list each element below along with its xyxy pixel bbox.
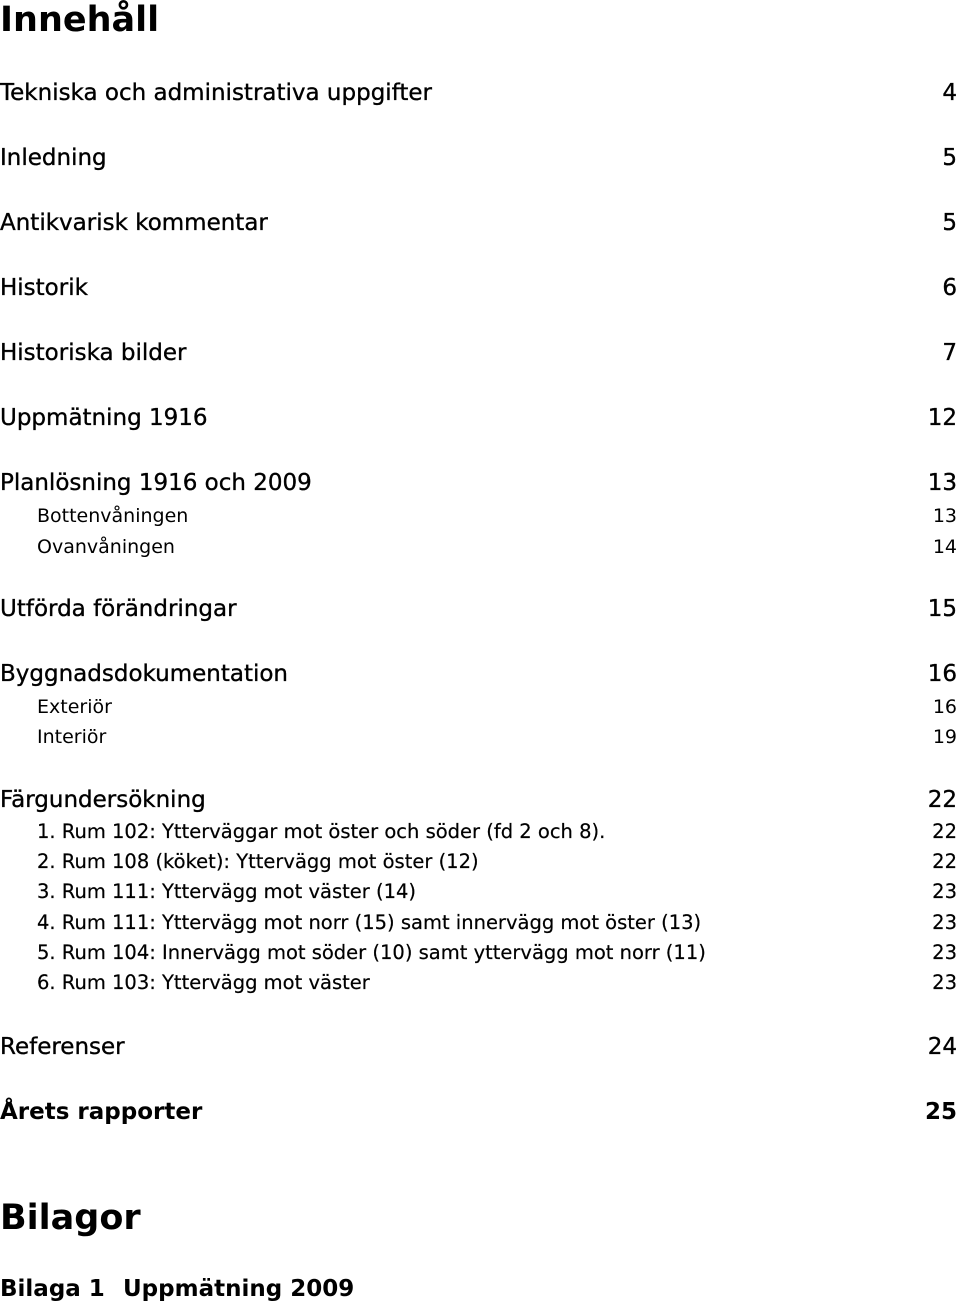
toc-entry[interactable] xyxy=(0,209,957,237)
toc-entry-page: 16 xyxy=(927,661,957,687)
toc-entry-title: Byggnadsdokumentation xyxy=(0,661,289,687)
toc-entry-page: 5 xyxy=(942,145,957,171)
toc-entry-page: 23 xyxy=(932,880,957,903)
toc-entry-title: Tekniska och administrativa uppgifter xyxy=(0,80,433,106)
toc-subentry[interactable] xyxy=(0,941,957,965)
toc-entry-page: 22 xyxy=(927,787,957,813)
toc-entry-page: 12 xyxy=(927,405,957,431)
toc-entry-title: Antikvarisk kommentar xyxy=(0,210,268,236)
toc-entry-title: 4. Rum 111: Yttervägg mot norr (15) samt innervägg mot öster (13) xyxy=(37,911,702,934)
toc-subentry[interactable] xyxy=(0,911,957,935)
toc-entry-page: 13 xyxy=(932,505,957,527)
toc-entry-page: 4 xyxy=(942,80,957,106)
toc-entry-page: 15 xyxy=(927,596,957,622)
appendix-item-title: Uppmätning 2009 xyxy=(123,1276,355,1302)
toc-entry-title: 6. Rum 103: Yttervägg mot väster xyxy=(37,971,370,994)
toc-entry-title: Årets rapporter xyxy=(0,1099,203,1125)
toc-entry-page: 23 xyxy=(932,911,957,934)
toc-entry-title: Färgundersökning xyxy=(0,787,206,813)
toc-entry-page: 16 xyxy=(932,696,957,718)
toc-entry[interactable] xyxy=(0,339,957,367)
appendix-item-label: Bilaga 1 xyxy=(0,1276,105,1302)
toc-entry[interactable] xyxy=(0,1033,957,1061)
toc-entry[interactable] xyxy=(0,404,957,432)
toc-entry-title: Uppmätning 1916 xyxy=(0,405,208,431)
toc-entry-title: Utförda förändringar xyxy=(0,596,237,622)
toc-entry-title: Planlösning 1916 och 2009 xyxy=(0,470,312,496)
toc-entry-page: 13 xyxy=(927,470,957,496)
toc-entry[interactable] xyxy=(0,469,957,497)
toc-entry[interactable] xyxy=(0,595,957,623)
toc-entry[interactable] xyxy=(0,1098,957,1126)
toc-entry-title: Referenser xyxy=(0,1034,125,1060)
toc-entry-title: Exteriör xyxy=(37,696,112,718)
toc-entry-page: 14 xyxy=(932,536,957,558)
toc-entry-title: Interiör xyxy=(37,726,107,748)
toc-entry-page: 19 xyxy=(932,726,957,748)
toc-entry[interactable] xyxy=(0,274,957,302)
toc-entry-page: 25 xyxy=(924,1099,957,1125)
toc-entry-page: 5 xyxy=(942,210,957,236)
toc-entry-page: 24 xyxy=(927,1034,957,1060)
toc-entry[interactable] xyxy=(0,660,957,688)
toc-heading: Innehåll xyxy=(0,0,160,40)
toc-entry-title: 1. Rum 102: Ytterväggar mot öster och söder (fd 2 och 8). xyxy=(37,820,606,843)
toc-subentry[interactable] xyxy=(0,880,957,904)
toc-entry-page: 22 xyxy=(932,820,957,843)
toc-entry[interactable] xyxy=(0,79,957,107)
toc-entry-page: 7 xyxy=(942,340,957,366)
toc-subentry[interactable] xyxy=(0,695,957,719)
toc-subentry[interactable] xyxy=(0,504,957,528)
toc-entry-title: Inledning xyxy=(0,145,107,171)
toc-entry-title: 3. Rum 111: Yttervägg mot väster (14) xyxy=(37,880,416,903)
appendix-heading: Bilagor xyxy=(0,1198,141,1238)
toc-entry-title: Bottenvåningen xyxy=(37,505,189,527)
toc-subentry[interactable] xyxy=(0,971,957,995)
toc-entry-page: 6 xyxy=(942,275,957,301)
toc-subentry[interactable] xyxy=(0,725,957,749)
appendix-item[interactable] xyxy=(0,1275,354,1303)
toc-entry-page: 22 xyxy=(932,850,957,873)
toc-entry-title: 2. Rum 108 (köket): Yttervägg mot öster (12) xyxy=(37,850,479,873)
toc-entry-title: Historiska bilder xyxy=(0,340,187,366)
toc-entry-page: 23 xyxy=(932,971,957,994)
toc-entry[interactable] xyxy=(0,144,957,172)
toc-subentry[interactable] xyxy=(0,820,957,844)
toc-subentry[interactable] xyxy=(0,850,957,874)
toc-entry-title: 5. Rum 104: Innervägg mot söder (10) samt yttervägg mot norr (11) xyxy=(37,941,706,964)
toc-entry[interactable] xyxy=(0,786,957,814)
toc-entry-page: 23 xyxy=(932,941,957,964)
toc-entry-title: Ovanvåningen xyxy=(37,536,175,558)
toc-entry-title: Historik xyxy=(0,275,88,301)
toc-subentry[interactable] xyxy=(0,535,957,559)
